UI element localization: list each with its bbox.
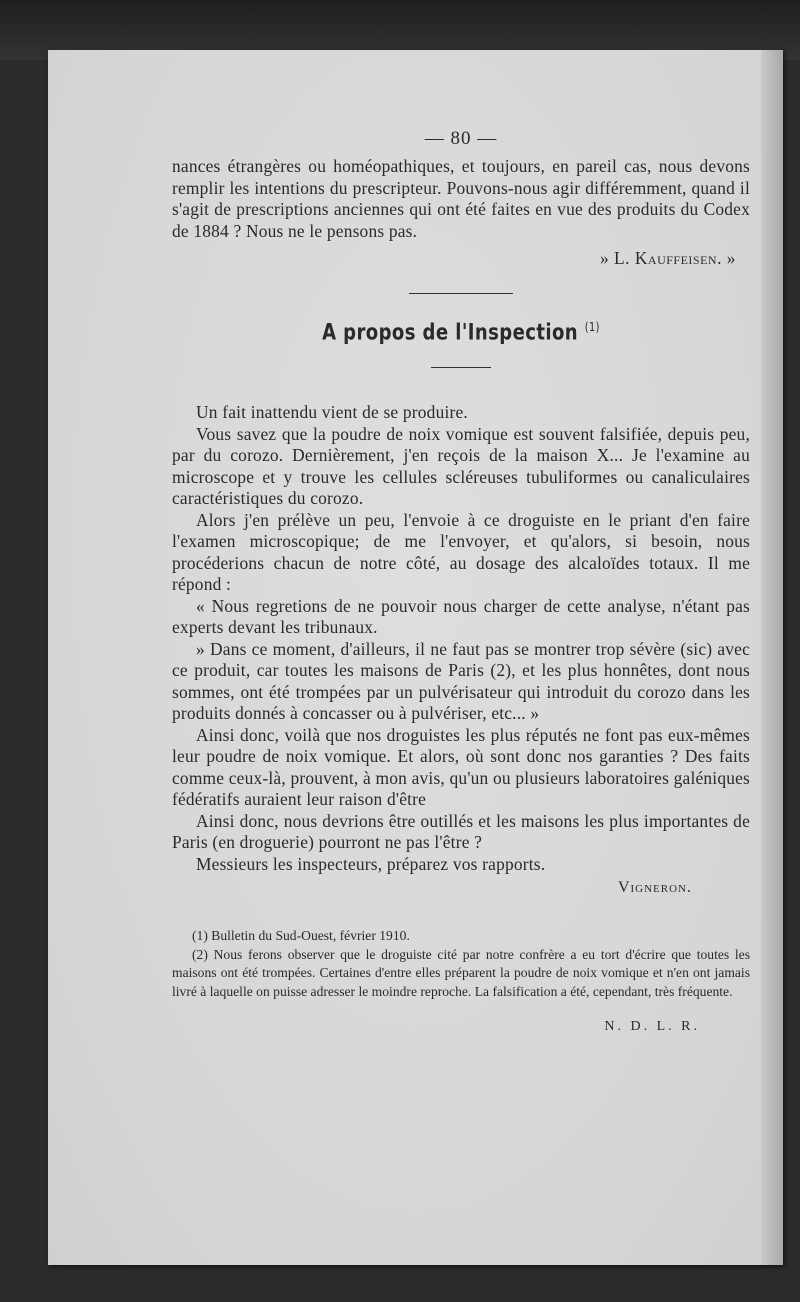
article-paragraph: Ainsi donc, nous devrions être outillés et les maisons les plus importantes de Paris (en droguerie) pourront ne pas l'être ? [172, 810, 750, 853]
page-edge [761, 50, 783, 1265]
article-paragraph: Ainsi donc, voilà que nos droguistes les plus réputés ne font pas eux-mêmes leur poudre de noix vomique. Et alors, où sont donc nos garanties ? Des faits comme ceux-là, prouvent, à mon avis, qu'un ou plusieurs laboratoires galéniques fédératifs auraient leur raison d'être [172, 724, 750, 810]
title-underline [431, 367, 491, 368]
page-number: — 80 — [424, 128, 498, 149]
article-signature: Vigneron. [617, 879, 692, 897]
editor-note-mark: N. D. L. R. [604, 1018, 700, 1034]
article-paragraph: Vous savez que la poudre de noix vomique est souvent falsifiée, depuis peu, par du corozo. Dernièrement, j'en reçois de la maison X... Je l'examine au microscope et y trouve les cellules scléreuses tubuliformes ou canaliculaires caractéristiques du corozo. [172, 423, 750, 509]
article-paragraph: Un fait inattendu vient de se produire. [196, 402, 468, 423]
footnotes [172, 927, 750, 1001]
continuation-paragraph: nances étrangères ou homéopathiques, et toujours, en pareil cas, nous devons remplir les intentions du prescripteur. Pouvons-nous agir différemment, quand il s'agit de prescriptions anciennes qui ont été faites en vue des produits du Codex de 1884 ? Nous ne le pensons pas. [172, 156, 750, 241]
footnote-1: (1) Bulletin du Sud-Ouest, février 1910. [192, 928, 410, 944]
article-paragraph: » Dans ce moment, d'ailleurs, il ne faut pas se montrer trop sévère (sic) avec ce produit, car toutes les maisons de Paris (2), et les plus honnêtes, dont nous sommes, ont été trompées par un pulvérisateur qui introduit du corozo dans les produits donnés à concasser ou à pulvériser, etc... » [172, 638, 750, 724]
article-title [224, 320, 698, 345]
article-paragraph: « Nous regretions de ne pouvoir nous charger de cette analyse, n'étant pas experts devant les tribunaux. [172, 595, 750, 638]
article-paragraph: Alors j'en prélève un peu, l'envoie à ce droguiste en le priant d'en faire l'examen microscopique; de me l'envoyer, et qu'alors, si besoin, nous procéderions chacun de notre côté, au dosage des alcaloïdes totaux. Il me répond : [172, 509, 750, 595]
section-divider [409, 293, 513, 294]
article-paragraph: Messieurs les inspecteurs, préparez vos rapports. [196, 853, 546, 874]
footnote-2: (2) Nous ferons observer que le droguiste cité par notre confrère a eu tort d'écrire que toutes les maisons ont été trompées. Certaines d'entre elles préparent la poudre de noix vomique et n'en ont jamais livré à laquelle on puisse adresser le moindre reproche. La falsification a été, cependant, très fréquente. [172, 946, 750, 999]
continuation-signature: » L. Kauffeisen. » [600, 248, 736, 268]
article-title-text: A propos de l'Inspection [322, 320, 579, 346]
article-title-footnote-ref: (1) [584, 320, 600, 334]
page-content [172, 128, 750, 1035]
